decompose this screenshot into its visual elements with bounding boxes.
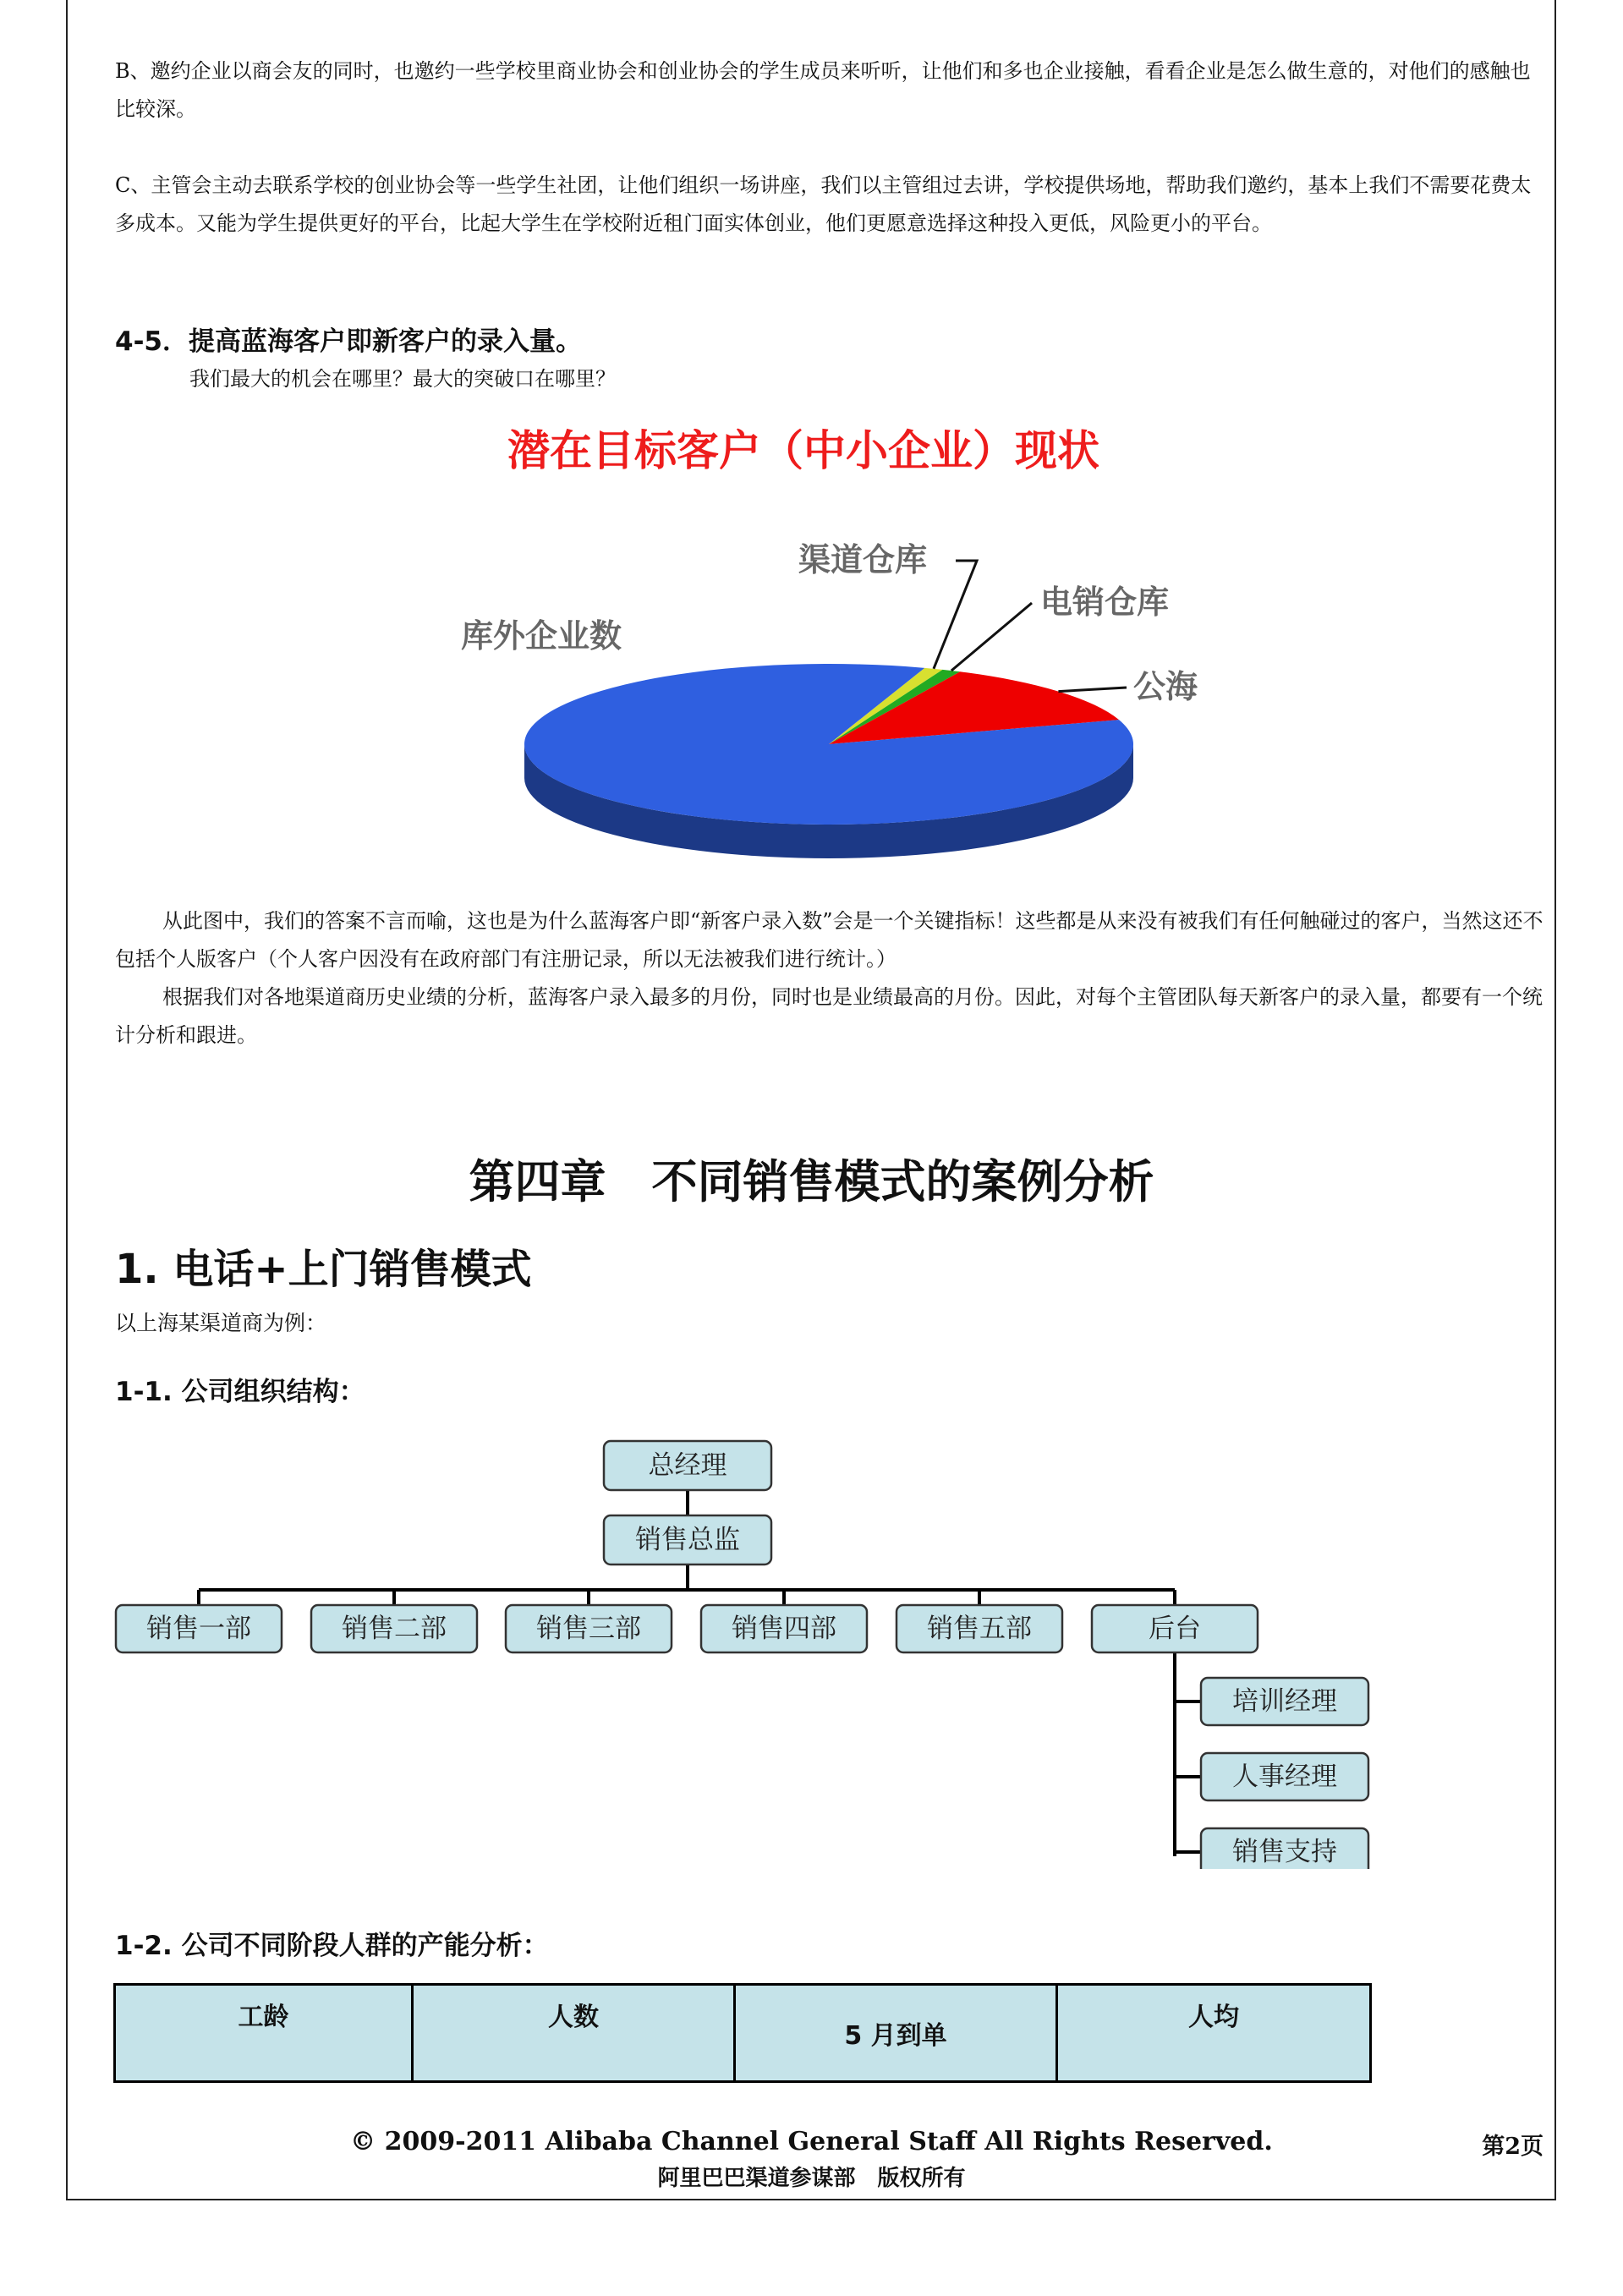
org-node-label: 人事经理 <box>1232 1762 1337 1792</box>
org-node-label: 销售四部 <box>732 1614 836 1644</box>
org-node-sales-support <box>1201 1828 1368 1869</box>
pie-label-1: 公海 <box>1133 668 1198 705</box>
org-node-training-manager <box>1201 1678 1368 1725</box>
pie-label-3: 渠道仓库 <box>798 541 928 578</box>
org-node-label: 后台 <box>1149 1614 1201 1644</box>
org-node-root <box>604 1441 771 1490</box>
org-node-director <box>604 1515 771 1564</box>
pie-leader-group <box>934 561 1127 692</box>
org-node-dept-4 <box>701 1605 867 1652</box>
org-node-label: 销售二部 <box>342 1614 447 1644</box>
pie-leader-1 <box>1058 688 1127 692</box>
org-node-dept-3 <box>506 1605 672 1652</box>
pie-leader-3 <box>934 561 977 669</box>
pie-label-2: 电销仓库 <box>1040 584 1170 621</box>
section-4-5-heading: 4-5．提高蓝海客户即新客户的录入量。 <box>115 326 583 357</box>
org-node-backoffice <box>1092 1605 1258 1652</box>
org-node-label: 销售三部 <box>536 1614 641 1644</box>
table-header-headcount: 人数 <box>413 1985 735 2082</box>
section-4-5-subtitle: 我们最大的机会在哪里？最大的突破口在哪里？ <box>189 367 616 391</box>
section-1-2-heading: 1-2. 公司不同阶段人群的产能分析： <box>115 1931 549 1961</box>
table-header-may-orders: 5 月到单 <box>735 1985 1057 2082</box>
analysis-paragraph-1: 从此图中，我们的答案不言而喻，这也是为什么蓝海客户即“新客户录入数”会是一个关键指标！这些都是从来没有被我们有任何触碰过的客户，当然这还不包括个人版客户（个人客户因没有在政府部门有注册记录，所以无法被我们进行统计。） <box>115 909 1543 971</box>
org-node-dept-1 <box>116 1605 282 1652</box>
org-node-label: 销售总监 <box>635 1525 740 1555</box>
org-node-label: 培训经理 <box>1232 1686 1337 1717</box>
pie-chart <box>398 419 1243 884</box>
org-node-label: 总经理 <box>648 1450 727 1481</box>
chart-title: 潜在目标客户（中小企业）现状 <box>507 426 1099 475</box>
org-node-label: 销售支持 <box>1232 1837 1337 1867</box>
org-node-hr-manager <box>1201 1753 1368 1800</box>
org-chart <box>0 1429 1623 1869</box>
table-header-row <box>115 1985 1371 2082</box>
section-1-intro: 以上海某渠道商为例： <box>115 1311 327 1335</box>
footer-copyright: © 2009-2011 Alibaba Channel General Staff All Rights Reserved. <box>350 2127 1273 2156</box>
chapter-title: 第四章 不同销售模式的案例分析 <box>469 1155 1154 1208</box>
analysis-paragraph-2: 根据我们对各地渠道商历史业绩的分析，蓝海客户录入最多的月份，同时也是业绩最高的月份。因此，对每个主管团队每天新客户的录入量，都要有一个统计分析和跟进。 <box>115 985 1543 1047</box>
productivity-table <box>113 1983 1372 2083</box>
org-node-label: 销售五部 <box>927 1614 1032 1644</box>
footer-department: 阿里巴巴渠道参谋部 版权所有 <box>657 2166 966 2191</box>
org-node-label: 销售一部 <box>146 1614 251 1644</box>
paragraph-c: C、主管会主动去联系学校的创业协会等一些学生社团，让他们组织一场讲座，我们以主管组过去讲，学校提供场地，帮助我们邀约，基本上我们不需要花费太多成本。又能为学生提供更好的平台，比起大学生在学校附近租门面实体创业，他们更愿意选择这种投入更低，风险更小的平台。 <box>115 173 1532 235</box>
pie-label-0: 库外企业数 <box>460 617 622 655</box>
paragraph-b: B、邀约企业以商会友的同时，也邀约一些学校里商业协会和创业协会的学生成员来听听，让他们和多也企业接触，看看企业是怎么做生意的，对他们的感触也比较深。 <box>115 59 1531 121</box>
table-header-per-capita: 人均 <box>1057 1985 1371 2082</box>
org-node-dept-5 <box>896 1605 1062 1652</box>
section-1-1-heading: 1-1. 公司组织结构： <box>115 1377 365 1407</box>
pie-leader-2 <box>951 603 1032 671</box>
footer-page-number: 第2页 <box>1482 2134 1543 2160</box>
section-1-heading: 1. 电话+上门销售模式 <box>115 1246 532 1293</box>
org-node-dept-2 <box>311 1605 477 1652</box>
table-header-tenure: 工龄 <box>115 1985 413 2082</box>
pie-slice-group <box>524 664 1133 825</box>
